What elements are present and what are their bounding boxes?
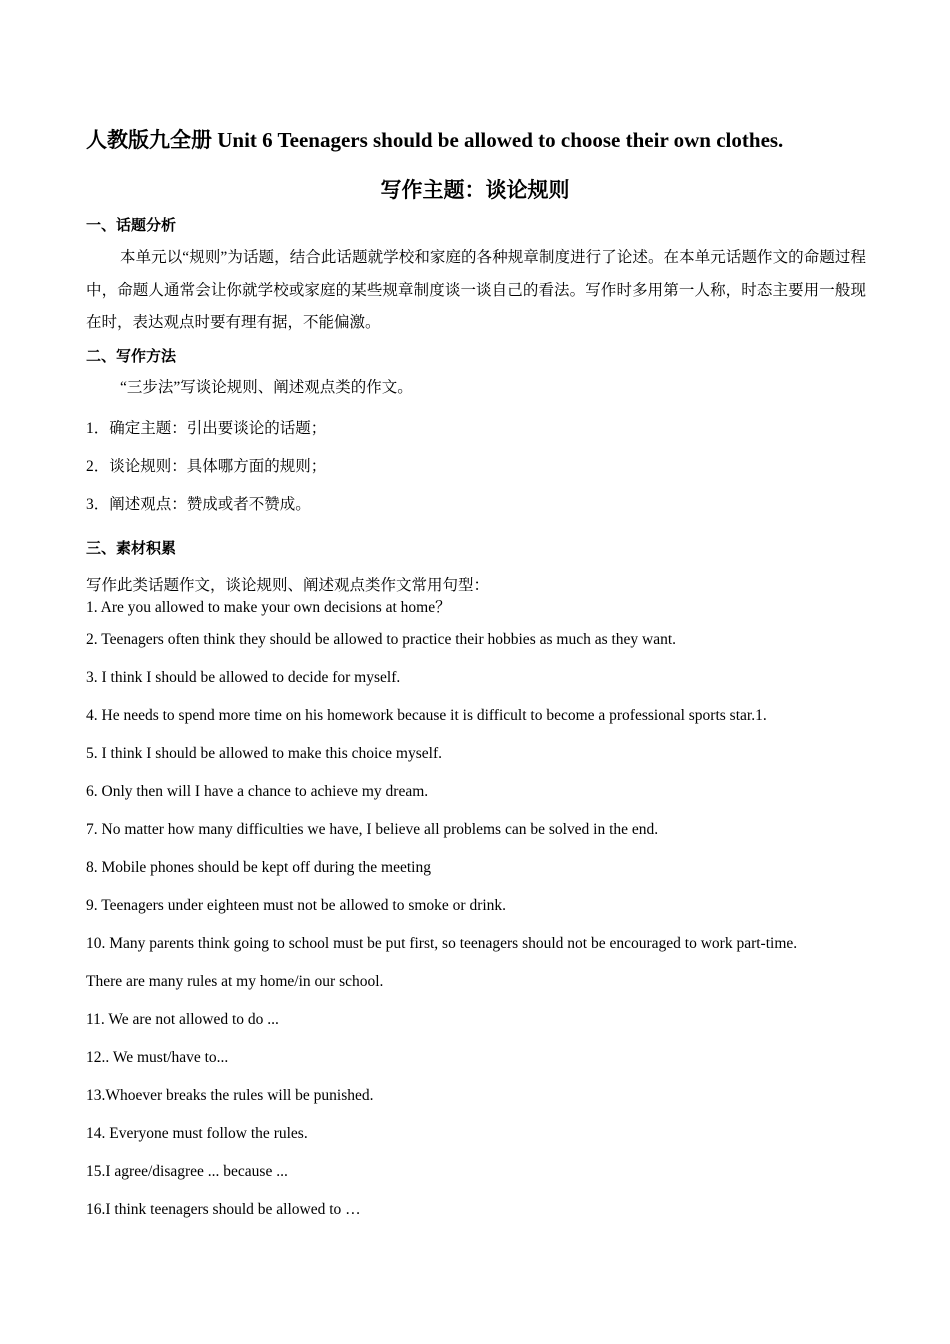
document-subtitle: 写作主题：谈论规则	[380, 178, 570, 202]
writing-step: 1．确定主题：引出要谈论的话题；	[86, 420, 327, 437]
sentence-item: 12.. We must/have to...	[86, 1049, 229, 1066]
section-heading-topic-analysis: 一、话题分析	[86, 216, 177, 234]
document-title: 人教版九全册 Unit 6 Teenagers should be allowed to choose their own clothes.	[86, 128, 784, 152]
section-heading-material: 三、素材积累	[86, 539, 177, 557]
writing-step: 3．阐述观点：赞成或者不赞成。	[86, 496, 311, 513]
sentence-item: There are many rules at my home/in our school.	[86, 973, 384, 990]
sentence-item: 3. I think I should be allowed to decide for myself.	[86, 669, 401, 686]
sentence-item: 5. I think I should be allowed to make this choice myself.	[86, 745, 442, 762]
sentence-item: 13.Whoever breaks the rules will be punished.	[86, 1087, 374, 1104]
sentence-item: 16.I think teenagers should be allowed to …	[86, 1201, 361, 1218]
sentence-item: 15.I agree/disagree ... because ...	[86, 1163, 288, 1180]
sentence-item: 14. Everyone must follow the rules.	[86, 1125, 308, 1142]
section-heading-writing-method: 二、写作方法	[86, 347, 177, 365]
sentence-item: 1. Are you allowed to make your own decisions at home？	[86, 599, 451, 616]
sentence-item: 8. Mobile phones should be kept off during the meeting	[86, 859, 431, 876]
material-intro: 写作此类话题作文，谈论规则、阐述观点类作文常用句型：	[86, 577, 490, 594]
sentence-item: 10. Many parents think going to school must be put first, so teenagers should not be encouraged to work part-time.	[86, 935, 798, 952]
sentence-item: 2. Teenagers often think they should be allowed to practice their hobbies as much as they want.	[86, 631, 677, 648]
sentence-item: 4. He needs to spend more time on his homework because it is difficult to become a professional sports star.1.	[86, 707, 767, 724]
topic-analysis-paragraph: 本单元以“规则”为话题，结合此话题就学校和家庭的各种规章制度进行了论述。在本单元话题作文的命题过程中，命题人通常会让你就学校或家庭的某些规章制度谈一谈自己的看法。写作时多用第一人称，时态主要用一般现在时，表达观点时要有理有据，不能偏激。	[86, 249, 866, 331]
sentence-item: 6. Only then will I have a chance to achieve my dream.	[86, 783, 429, 800]
sentence-item: 11. We are not allowed to do ...	[86, 1011, 279, 1028]
writing-step: 2．谈论规则：具体哪方面的规则；	[86, 458, 327, 475]
writing-method-intro: “三步法”写谈论规则、阐述观点类的作文。	[120, 379, 413, 396]
sentence-item: 9. Teenagers under eighteen must not be allowed to smoke or drink.	[86, 897, 507, 914]
sentence-item: 7. No matter how many difficulties we have, I believe all problems can be solved in the end.	[86, 821, 659, 838]
